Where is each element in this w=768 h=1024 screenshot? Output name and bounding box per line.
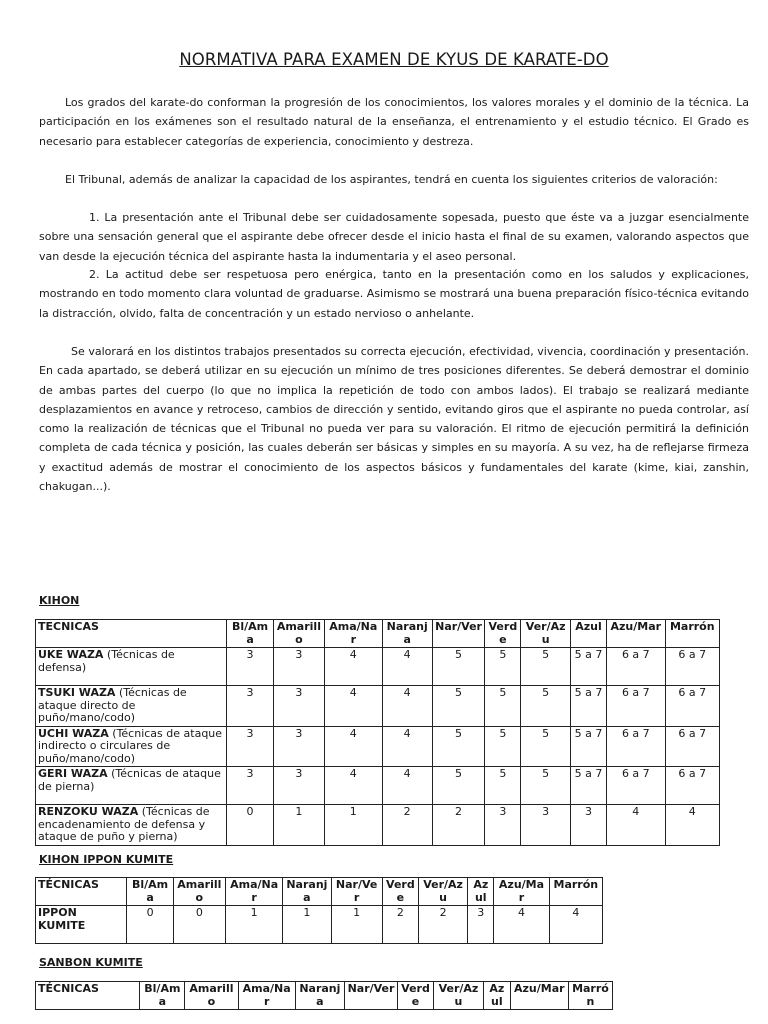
table-row (36, 686, 720, 727)
criterion-1-paragraph: 1. La presentación ante el Tribunal debe ser cuidadosamente sopesada, puesto que éste va a juzgar esencialmente sobre una sensación general que el aspirante debe ofrecer desde el inicio hasta el final de su examen, valorando aspectos que van desde la ejecución técnica del aspirante hasta la indumentaria y el aseo personal. (39, 211, 749, 263)
table-cell: 0 (227, 805, 273, 846)
table-cell: 4 (494, 906, 549, 944)
table-cell: 5 a 7 (570, 686, 606, 727)
table-cell: 5 (485, 726, 521, 767)
table-header: Naranja (295, 982, 344, 1010)
table-cell: 5 (432, 648, 484, 686)
table-cell: 3 (227, 767, 273, 805)
table-cell: 3 (570, 805, 606, 846)
table-header: Ver/Azu (521, 620, 570, 648)
table-header: Marrón (568, 982, 612, 1010)
table-cell: 5 a 7 (570, 648, 606, 686)
sanbon-header-row (36, 982, 613, 1010)
table-cell: 2 (432, 805, 484, 846)
table-cell: 1 (331, 906, 382, 944)
table-cell: 2 (382, 906, 418, 944)
table-header: TÉCNICAS (36, 878, 127, 906)
table-cell: 3 (485, 805, 521, 846)
technique-name: UCHI WAZA (38, 726, 109, 740)
table-header: Azul (484, 982, 511, 1010)
kihon-label: KIHON (39, 594, 80, 607)
table-cell: 5 (432, 686, 484, 727)
sanbon-table (35, 981, 613, 1010)
kihon-ippon-label: KIHON IPPON KUMITE (39, 853, 174, 866)
table-cell: 5 (521, 648, 570, 686)
table-header: Ver/Azu (418, 878, 467, 906)
table-cell: 5 (485, 767, 521, 805)
table-header: Azu/Mar (510, 982, 568, 1010)
table-cell: 5 a 7 (570, 726, 606, 767)
table-row (36, 648, 720, 686)
table-row (36, 767, 720, 805)
table-cell: 5 (485, 648, 521, 686)
table-header: Bl/Ama (227, 620, 273, 648)
table-cell: 1 (325, 805, 382, 846)
table-header: Amarillo (273, 620, 324, 648)
technique-cell (36, 726, 227, 767)
table-cell: 4 (549, 906, 602, 944)
page-title: NORMATIVA PARA EXAMEN DE KYUS DE KARATE-DO (179, 50, 609, 69)
table-cell: 5 (521, 726, 570, 767)
table-cell: 4 (382, 648, 432, 686)
table-cell: 5 a 7 (570, 767, 606, 805)
table-cell: 5 (432, 726, 484, 767)
table-cell: 1 (283, 906, 331, 944)
technique-name: RENZOKU WAZA (38, 805, 139, 818)
sanbon-label: SANBON KUMITE (39, 956, 143, 969)
technique-cell (36, 686, 227, 727)
table-row (36, 726, 720, 767)
table-cell: 2 (418, 906, 467, 944)
kihon-table (35, 619, 720, 846)
technique-desc: (Técnicas de ataque indirecto o circulares de puño/mano/codo) (38, 726, 223, 765)
table-header: Azu/Mar (494, 878, 549, 906)
table-cell: 5 (521, 686, 570, 727)
table-header: Verde (398, 982, 434, 1010)
table-header: Nar/Ver (432, 620, 484, 648)
table-cell: 6 a 7 (665, 726, 719, 767)
table-header: Ama/Nar (225, 878, 282, 906)
table-cell: 4 (325, 648, 382, 686)
table-cell: 1 (273, 805, 324, 846)
table-cell: 3 (521, 805, 570, 846)
table-header: Bl/Ama (127, 878, 173, 906)
table-cell: 4 (382, 686, 432, 727)
table-cell: 3 (468, 906, 494, 944)
table-header: Ama/Nar (238, 982, 295, 1010)
table-cell: 3 (227, 726, 273, 767)
table-cell: 4 (607, 805, 665, 846)
table-header: Verde (382, 878, 418, 906)
table-cell: 6 a 7 (607, 686, 665, 727)
technique-cell (36, 767, 227, 805)
table-cell: 3 (273, 686, 324, 727)
table-cell: 6 a 7 (665, 648, 719, 686)
technique-cell (36, 805, 227, 846)
table-header: Azul (570, 620, 606, 648)
technique-desc: (Técnicas de ataque de pierna) (38, 767, 221, 793)
table-header: Naranja (382, 620, 432, 648)
table-row (36, 906, 603, 944)
technique-desc: (Técnicas de defensa) (38, 648, 175, 674)
table-cell: 6 a 7 (607, 726, 665, 767)
tribunal-paragraph: El Tribunal, además de analizar la capacidad de los aspirantes, tendrá en cuenta los siguientes criterios de valoración: (65, 173, 718, 186)
table-cell: 6 a 7 (607, 767, 665, 805)
table-cell: 5 (521, 767, 570, 805)
evaluation-paragraph: Se valorará en los distintos trabajos presentados su correcta ejecución, efectividad, vivencia, coordinación y presentación. En cada apartado, se deberá utilizar en su ejecución un mínimo de tres posiciones diferentes. Se deberá demostrar el dominio de ambas partes del cuerpo (lo que no implica la repetición de todo con ambos lados). El trabajo se realizará mediante desplazamientos en avance y retroceso, cambios de dirección y sentido, evitando giros que el aspirante no pueda controlar, así como la realización de técnicas que el Tribunal no pueda ver para su valoración. El ritmo de ejecución permitirá la definición completa de cada técnica y posición, las cuales deberán ser básicas y simples en su mayoría. A su vez, ha de reflejarse firmeza y exactitud además de mostrar el conocimiento de los aspectos básicos y fundamentales del karate (kime, kiai, zanshin, chakugan...). (39, 345, 749, 494)
table-cell: 0 (127, 906, 173, 944)
table-cell: 3 (227, 648, 273, 686)
technique-name: IPPON KUMITE (36, 906, 127, 944)
kihon-ippon-table (35, 877, 603, 944)
technique-name: TSUKI WAZA (38, 686, 116, 699)
table-header: Ama/Nar (325, 620, 382, 648)
table-header: Nar/Ver (331, 878, 382, 906)
table-header: TÉCNICAS (36, 982, 140, 1010)
table-cell: 5 (485, 686, 521, 727)
kihon-header-row (36, 620, 720, 648)
table-header: Amarillo (173, 878, 225, 906)
table-cell: 3 (227, 686, 273, 727)
table-cell: 4 (325, 767, 382, 805)
table-cell: 2 (382, 805, 432, 846)
table-cell: 3 (273, 726, 324, 767)
table-cell: 6 a 7 (665, 686, 719, 727)
technique-name: GERI WAZA (38, 767, 108, 780)
table-cell: 6 a 7 (665, 767, 719, 805)
table-cell: 0 (173, 906, 225, 944)
table-cell: 3 (273, 767, 324, 805)
table-cell: 4 (325, 726, 382, 767)
table-cell: 4 (665, 805, 719, 846)
technique-name: UKE WAZA (38, 648, 104, 661)
table-header: Marrón (665, 620, 719, 648)
kihon-ippon-header-row (36, 878, 603, 906)
technique-desc: (Técnicas de encadenamiento de defensa y ataque de puño y pierna) (38, 805, 210, 843)
table-header: Nar/Ver (344, 982, 397, 1010)
table-header: Azu/Mar (607, 620, 665, 648)
technique-desc: (Técnicas de ataque directo de puño/mano/codo) (38, 686, 187, 724)
table-cell: 4 (382, 767, 432, 805)
table-cell: 6 a 7 (607, 648, 665, 686)
technique-cell (36, 648, 227, 686)
table-cell: 5 (432, 767, 484, 805)
table-cell: 4 (325, 686, 382, 727)
table-header: Amarillo (185, 982, 238, 1010)
criterion-2-paragraph: 2. La actitud debe ser respetuosa pero enérgica, tanto en la presentación como en los saludos y explicaciones, mostrando en todo momento clara voluntad de graduarse. Asimismo se mostrará una buena preparación físico-técnica evitando la distracción, olvido, falta de concentración y un estado nervioso o anhelante. (39, 268, 749, 320)
table-header: Marrón (549, 878, 602, 906)
table-header: Bl/Ama (140, 982, 185, 1010)
table-header: Verde (485, 620, 521, 648)
table-header: Naranja (283, 878, 331, 906)
table-header: TECNICAS (36, 620, 227, 648)
table-header: Ver/Azu (433, 982, 483, 1010)
table-cell: 1 (225, 906, 282, 944)
table-row (36, 805, 720, 846)
table-header: Azul (468, 878, 494, 906)
table-cell: 4 (382, 726, 432, 767)
table-cell: 3 (273, 648, 324, 686)
intro-paragraph: Los grados del karate-do conforman la progresión de los conocimientos, los valores morales y el dominio de la técnica. La participación en los exámenes son el resultado natural de la enseñanza, el entrenamiento y el estudio técnico. El Grado es necesario para establecer categorías de experiencia, conocimiento y destreza. (39, 96, 749, 148)
